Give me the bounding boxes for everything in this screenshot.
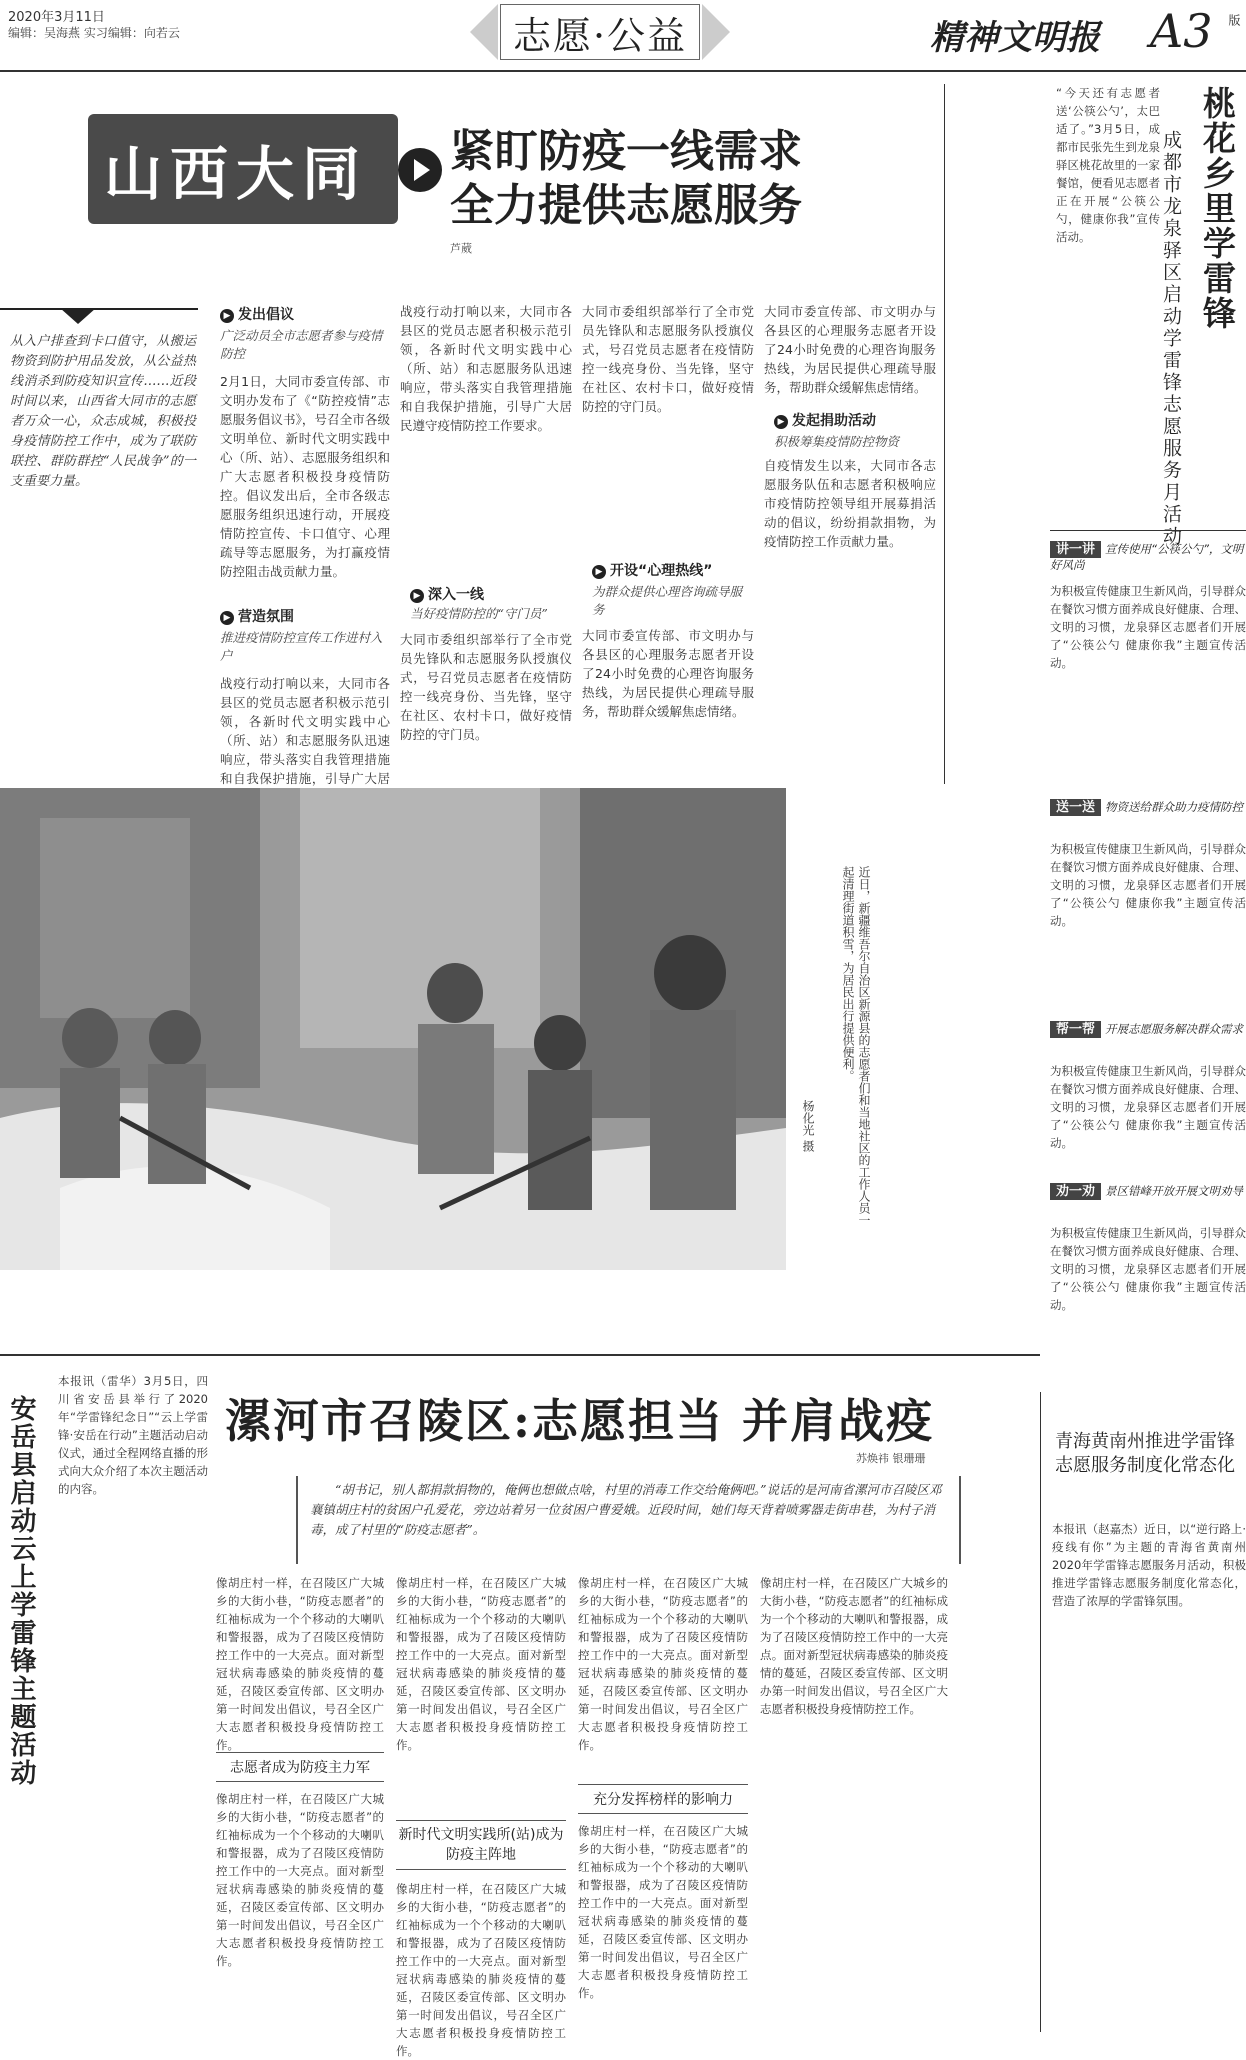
right-tag-2: 送一送 物资送给群众助力疫情防控	[1050, 796, 1246, 815]
qinghai-headline: 青海黄南州推进学雷锋志愿服务制度化常态化	[1055, 1431, 1235, 1476]
paper-name: 精神文明报	[930, 18, 1100, 58]
bottom-body-7: 像胡庄村一样，在召陵区广大城乡的大街小巷，“防疫志愿者”的红袖标成为一个个移动的大喇叭和警报器，成为了召陵区疫情防控工作中的一大亮点。面对新型冠状病毒感染的肺炎疫情的蔓延，召陵区委宣传部、区文明办第一时间发出倡议，号召全区广大志愿者积极投身疫情防控工作。	[760, 1576, 948, 1716]
bottom-left-vertical-headline: 安岳县启动云上学雷锋主题活动	[6, 1395, 36, 1787]
bottom-byline: 苏焕祎 银珊珊	[856, 1452, 926, 1465]
right-body-4: 为积极宣传健康卫生新风尚，引导群众在餐饮习惯方面养成良好健康、合理、文明的习惯，龙泉驿区志愿者们开展了“公筷公勺 健康你我”主题宣传活动。	[1050, 1226, 1246, 1312]
top-headline-line2: 全力提供志愿服务	[450, 180, 802, 231]
section-heading-1: ▶ 发出倡议	[220, 304, 294, 324]
section-wing-left	[470, 4, 498, 60]
bottom-headline: 漯河市召陵区:志愿担当 并肩战疫	[225, 1394, 934, 1448]
section-body-4: 大同市委宣传部、市文明办与各县区的心理服务志愿者开设了24小时免费的心理咨询服务热线，为居民提供心理疏导服务，帮助群众缓解焦虑情绪。	[582, 628, 754, 719]
right-body-1: 为积极宣传健康卫生新风尚，引导群众在餐饮习惯方面养成良好健康、合理、文明的习惯，龙泉驿区志愿者们开展了“公筷公勺 健康你我”主题宣传活动。	[1050, 584, 1246, 670]
photo-credit: 杨化光 摄	[801, 1100, 815, 1152]
masthead	[0, 0, 1246, 72]
qinghai-body: 本报讯（赵嘉杰）近日，以“逆行路上·疫线有你”为主题的青海省黄南州2020年学雷锋志愿服务月活动，积极推进学雷锋志愿服务制度化常态化，营造了浓厚的学雷锋氛围。	[1052, 1522, 1246, 1608]
lead-text: 从入户排查到卡口值守，从搬运物资到防护用品发放，从公益热线消杀到防疫知识宣传……近段时间以来，山西省大同市的志愿者万众一心，众志成城，积极投身疫情防控工作中，成为了联防联控、群防群控“人民战争”的一支重要力量。	[10, 334, 196, 489]
play-arrow-icon: ▶	[410, 589, 424, 603]
editor-credits: 编辑：吴海燕 实习编辑：向若云	[8, 26, 180, 40]
lead-box	[0, 300, 198, 556]
play-arrow-icon: ▶	[220, 309, 234, 323]
section-subtitle-1: 广泛动员全市志愿者参与疫情防控	[220, 328, 383, 361]
right-tag-1: 讲一讲 宣传使用“公筷公勺”，文明好风尚	[1050, 542, 1244, 572]
section-body-4-cont: 大同市委宣传部、市文明办与各县区的心理服务志愿者开设了24小时免费的心理咨询服务热线，为居民提供心理疏导服务，帮助群众缓解焦虑情绪。	[764, 304, 936, 395]
right-rule	[1050, 530, 1246, 531]
section-subtitle-5: 积极筹集疫情防控物资	[774, 434, 900, 449]
section-heading-3: ▶ 深入一线	[410, 584, 484, 604]
section-heading-5: ▶ 发起捐助活动	[774, 410, 876, 430]
bottom-body-2: 像胡庄村一样，在召陵区广大城乡的大街小巷，“防疫志愿者”的红袖标成为一个个移动的大喇叭和警报器，成为了召陵区疫情防控工作中的一大亮点。面对新型冠状病毒感染的肺炎疫情的蔓延，召陵区委宣传部、区文明办第一时间发出倡议，号召全区广大志愿者积极投身疫情防控工作。	[216, 1792, 384, 1968]
section-body-3-cont: 大同市委组织部举行了全市党员先锋队和志愿服务队授旗仪式，号召党员志愿者在疫情防控一线亮身份、当先锋，坚守在社区、农村卡口，做好疫情防控的守门员。	[582, 304, 754, 414]
bottom-body-5: 像胡庄村一样，在召陵区广大城乡的大街小巷，“防疫志愿者”的红袖标成为一个个移动的大喇叭和警报器，成为了召陵区疫情防控工作中的一大亮点。面对新型冠状病毒感染的肺炎疫情的蔓延，召陵区委宣传部、区文明办第一时间发出倡议，号召全区广大志愿者积极投身疫情防控工作。	[578, 1576, 748, 1752]
snow-clearing-illustration	[0, 788, 786, 1270]
lead-marker-icon	[60, 308, 96, 324]
section-heading-4: ▶ 开设“心理热线”	[592, 560, 712, 580]
bottom-body-3: 像胡庄村一样，在召陵区广大城乡的大街小巷，“防疫志愿者”的红袖标成为一个个移动的大喇叭和警报器，成为了召陵区疫情防控工作中的一大亮点。面对新型冠状病毒感染的肺炎疫情的蔓延，召陵区委宣传部、区文明办第一时间发出倡议，号召全区广大志愿者积极投身疫情防控工作。	[396, 1576, 566, 1752]
right-intro: “今天还有志愿者送‘公筷公勺’，太巴适了。”3月5日，成都市民张先生到龙泉驿区桃花故里的一家餐馆，便看见志愿者正在开展“公筷公勺，健康你我”宣传活动。	[1056, 86, 1160, 244]
bottom-body-1: 像胡庄村一样，在召陵区广大城乡的大街小巷，“防疫志愿者”的红袖标成为一个个移动的大喇叭和警报器，成为了召陵区疫情防控工作中的一大亮点。面对新型冠状病毒感染的肺炎疫情的蔓延，召陵区委宣传部、区文明办第一时间发出倡议，号召全区广大志愿者积极投身疫情防控工作。	[216, 1576, 384, 1752]
right-tag-3: 帮一帮 开展志愿服务解决群众需求	[1050, 1018, 1246, 1037]
bottom-body-4: 像胡庄村一样，在召陵区广大城乡的大街小巷，“防疫志愿者”的红袖标成为一个个移动的大喇叭和警报器，成为了召陵区疫情防控工作中的一大亮点。面对新型冠状病毒感染的肺炎疫情的蔓延，召陵区委宣传部、区文明办第一时间发出倡议，号召全区广大志愿者积极投身疫情防控工作。	[396, 1882, 566, 2058]
top-byline: 芦葳	[450, 242, 472, 255]
box-heading-2: 新时代文明实践所(站)成为防疫主阵地	[396, 1820, 566, 1870]
section-subtitle-3: 当好疫情防控的“守门员”	[410, 606, 548, 621]
news-photo	[0, 788, 786, 1270]
page-number: A3	[1150, 4, 1213, 58]
column-divider	[944, 84, 945, 784]
page-suffix: 版	[1227, 14, 1241, 26]
right-body-2: 为积极宣传健康卫生新风尚，引导群众在餐饮习惯方面养成良好健康、合理、文明的习惯，龙泉驿区志愿者们开展了“公筷公勺 健康你我”主题宣传活动。	[1050, 842, 1246, 928]
photo-caption: 近日，新疆维吾尔自治区新源县的志愿者们和当地社区的工作人员一起清理街道积雪，为居民出行提供便利。	[841, 866, 871, 1226]
section-body-2-cont: 战疫行动打响以来，大同市各县区的党员志愿者积极示范引领，各新时代文明实践中心（所、站）和志愿服务队迅速响应，带头落实自我管理措施和自我保护措施，引导广大居民遵守疫情防控工作要求。	[400, 304, 572, 433]
bottom-quote: “胡书记，别人都捐款捐物的，俺俩也想做点啥，村里的消毒工作交给俺俩吧。”说话的是河南省漯河市召陵区邓襄镇胡庄村的贫困户孔爱花，旁边站着另一位贫困户曹爱娥。近段时间，她们每天背着喷雾器走街串巷，为村子消毒，成了村里的“防疫志愿者”。	[296, 1476, 961, 1564]
section-title: 志愿·公益	[500, 4, 700, 60]
play-arrow-icon: ▶	[592, 565, 606, 579]
lead-rule	[0, 308, 198, 310]
play-icon	[398, 148, 442, 192]
box-heading-3: 充分发挥榜样的影响力	[578, 1784, 748, 1814]
section-body-2: 战疫行动打响以来，大同市各县区的党员志愿者积极示范引领，各新时代文明实践中心（所、站）和志愿服务队迅速响应，带头落实自我管理措施和自我保护措施，引导广大居	[220, 676, 390, 786]
issue-date: 2020年3月11日	[8, 10, 105, 25]
top-headline	[450, 125, 802, 233]
section-wing-right	[702, 4, 730, 60]
section-subtitle-4: 为群众提供心理咨询疏导服务	[592, 584, 743, 617]
top-headline-line1: 紧盯防疫一线需求	[450, 126, 802, 177]
story-banner: 山西大同	[88, 114, 398, 224]
box-heading-1: 志愿者成为防疫主力军	[216, 1752, 384, 1782]
column-divider-bottom	[1040, 1392, 1041, 2032]
section-body-5: 自疫情发生以来，大同市各志愿服务队伍和志愿者积极响应市疫情防控领导组开展募捐活动的倡议，纷纷捐款捐物，为疫情防控工作贡献力量。	[764, 458, 936, 549]
right-vertical-title: 桃花乡里学雷锋	[1198, 86, 1237, 331]
right-vertical-subtitle: 成都市龙泉驿区启动学雷锋志愿服务月活动	[1160, 130, 1182, 548]
section-subtitle-2: 推进疫情防控宣传工作进村入户	[220, 630, 383, 663]
right-body-3: 为积极宣传健康卫生新风尚，引导群众在餐饮习惯方面养成良好健康、合理、文明的习惯，龙泉驿区志愿者们开展了“公筷公勺 健康你我”主题宣传活动。	[1050, 1064, 1246, 1150]
play-arrow-icon: ▶	[220, 611, 234, 625]
bottom-left-body: 本报讯（雷华）3月5日，四川省安岳县举行了2020年“学雷锋纪念日”“云上学雷锋·安岳在行动”主题活动启动仪式，通过全程网络直播的形式向大众介绍了本次主题活动的内容。	[58, 1374, 208, 1496]
section-body-3: 大同市委组织部举行了全市党员先锋队和志愿服务队授旗仪式，号召党员志愿者在疫情防控一线亮身份、当先锋，坚守在社区、农村卡口，做好疫情防控的守门员。	[400, 632, 572, 742]
section-heading-2: ▶ 营造氛围	[220, 606, 294, 626]
play-arrow-icon: ▶	[774, 415, 788, 429]
section-body-1: 2月1日，大同市委宣传部、市文明办发布了《“防控疫情”志愿服务倡议书》，号召全市各级文明单位、新时代文明实践中心（所、站）、志愿服务组织和广大志愿者积极投身疫情防控。倡议发出后，全市各级志愿服务组织迅速行动，开展疫情防控宣传、卡口值守、心理疏导等志愿服务，为打赢疫情防控阻击战贡献力量。	[220, 374, 390, 579]
right-tag-4: 劝一劝 景区错峰开放开展文明劝导	[1050, 1180, 1246, 1199]
bottom-body-6: 像胡庄村一样，在召陵区广大城乡的大街小巷，“防疫志愿者”的红袖标成为一个个移动的大喇叭和警报器，成为了召陵区疫情防控工作中的一大亮点。面对新型冠状病毒感染的肺炎疫情的蔓延，召陵区委宣传部、区文明办第一时间发出倡议，号召全区广大志愿者积极投身疫情防控工作。	[578, 1824, 748, 2000]
section-rule	[0, 1354, 1040, 1356]
